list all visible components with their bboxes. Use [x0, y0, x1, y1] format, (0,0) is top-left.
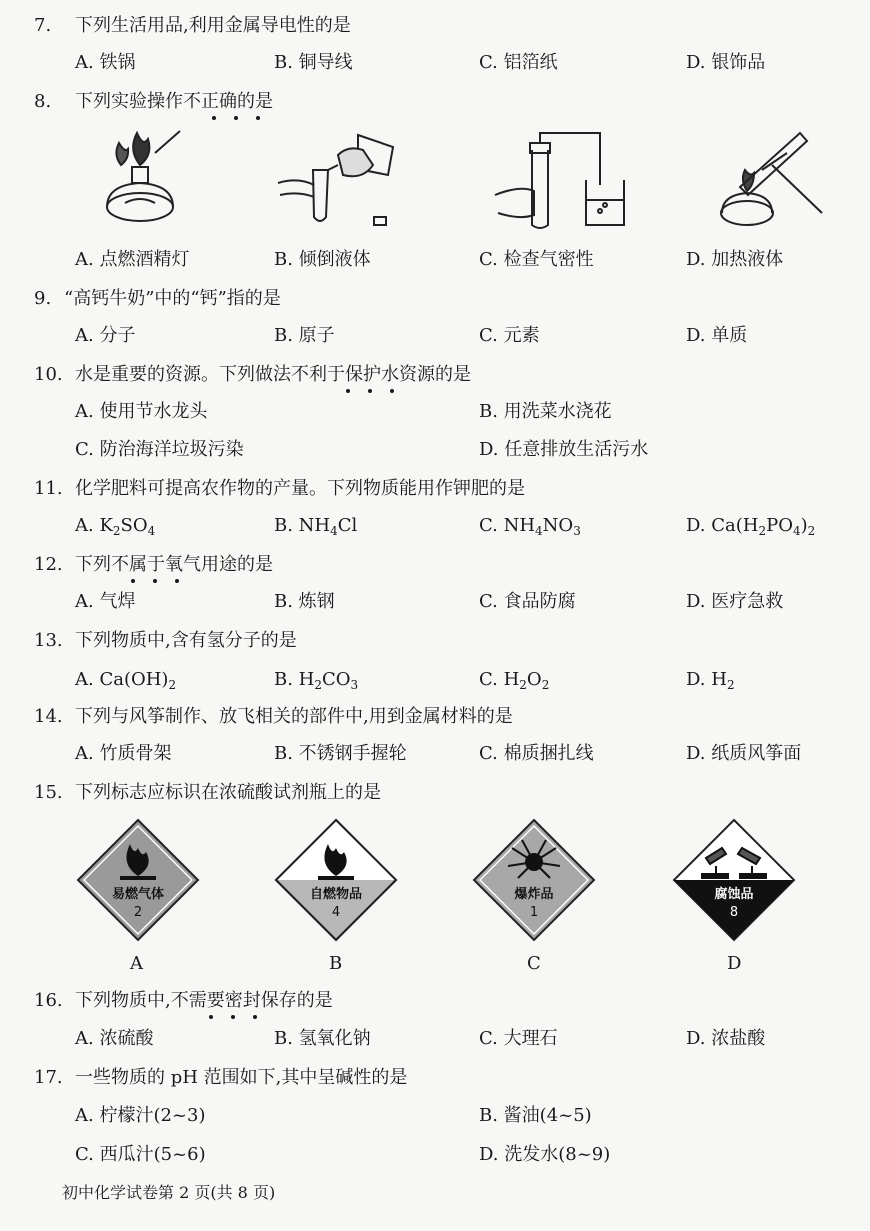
question-text: 下列生活用品,利用金属导电性的是	[75, 15, 351, 36]
option-c[interactable]: C. 食品防腐	[479, 591, 576, 612]
sign-number: 8	[729, 905, 739, 920]
option-c[interactable]: C. 铝箔纸	[479, 52, 558, 73]
option-c[interactable]: C. 棉质捆扎线	[479, 743, 594, 764]
pouring-liquid-image	[268, 125, 403, 230]
option-d[interactable]: D. 单质	[686, 325, 748, 346]
option-b[interactable]: B. 不锈钢手握轮	[274, 743, 407, 764]
option-a[interactable]: A. 使用节水龙头	[75, 401, 208, 422]
sign-label: 腐蚀品	[714, 887, 754, 902]
option-b[interactable]: B. 炼钢	[274, 591, 335, 612]
option-a[interactable]: A. 气焊	[75, 591, 136, 612]
option-c[interactable]: C. 防治海洋垃圾污染	[75, 439, 244, 460]
option-c[interactable]: C. 西瓜汁(5~6)	[75, 1144, 206, 1165]
sign-number: 4	[331, 905, 341, 920]
emphasis-dot	[212, 116, 216, 120]
emphasis-dot	[256, 116, 260, 120]
question-number: 8.	[34, 91, 52, 112]
option-b[interactable]: B. 用洗菜水浇花	[479, 401, 612, 422]
heating-liquid-image	[712, 125, 827, 230]
question-number: 10.	[34, 364, 63, 385]
sign-label: 易燃气体	[111, 887, 165, 902]
question-number: 11.	[34, 478, 63, 499]
option-a[interactable]: A. 浓硫酸	[75, 1028, 154, 1049]
option-a[interactable]: A. $K_2SO_4$	[75, 515, 156, 538]
alcohol-lamp-lighting-image	[95, 125, 185, 230]
option-b[interactable]: B. $NH_4Cl$	[274, 515, 358, 538]
emphasis-dot	[153, 579, 157, 583]
question-text: “高钙牛奶”中的“钙”指的是	[64, 288, 281, 309]
question-number: 13.	[34, 630, 63, 651]
option-b[interactable]: B	[329, 953, 343, 974]
option-a[interactable]: A. 柠檬汁(2~3)	[75, 1105, 206, 1126]
option-d[interactable]: D. 医疗急救	[686, 591, 784, 612]
question-number: 9.	[34, 288, 52, 309]
option-a[interactable]: A. 点燃酒精灯	[75, 249, 190, 270]
question-text: 水是重要的资源。下列做法不利于保护水资源的是	[75, 364, 471, 385]
question-number: 7.	[34, 15, 52, 36]
emphasis-dot	[234, 116, 238, 120]
question-text: 下列实验操作不正确的是	[75, 91, 273, 112]
question-number: 14.	[34, 706, 63, 727]
option-c[interactable]: C	[527, 953, 541, 974]
emphasis-dot	[253, 1015, 257, 1019]
question-number: 12.	[34, 554, 63, 575]
option-d[interactable]: D. 加热液体	[686, 249, 784, 270]
option-a[interactable]: A. 铁锅	[75, 52, 136, 73]
sign-label: 爆炸品	[514, 887, 554, 902]
option-b[interactable]: B. 氢氧化钠	[274, 1028, 371, 1049]
option-a[interactable]: A. $Ca(OH)_2$	[75, 669, 177, 692]
option-c[interactable]: C. 检查气密性	[479, 249, 594, 270]
sign-number: 1	[529, 905, 539, 920]
emphasis-dot	[175, 579, 179, 583]
emphasis-dot	[390, 389, 394, 393]
option-c[interactable]: C. $NH_4NO_3$	[479, 515, 581, 538]
question-number: 15.	[34, 782, 63, 803]
option-d[interactable]: D. 洗发水(8~9)	[479, 1144, 611, 1165]
spontaneous-combustion-sign[interactable]	[274, 818, 398, 942]
emphasis-dot	[368, 389, 372, 393]
option-d[interactable]: D. $H_2$	[686, 669, 735, 692]
corrosive-sign[interactable]	[672, 818, 796, 942]
option-b[interactable]: B. $H_2CO_3$	[274, 669, 359, 692]
emphasis-dot	[209, 1015, 213, 1019]
sign-label: 自燃物品	[309, 887, 363, 902]
option-a[interactable]: A. 分子	[75, 325, 136, 346]
option-d[interactable]: D. 浓盐酸	[686, 1028, 766, 1049]
option-d[interactable]: D. 纸质风筝面	[686, 743, 802, 764]
question-text: 下列标志应标识在浓硫酸试剂瓶上的是	[75, 782, 381, 803]
airtightness-check-image	[490, 125, 630, 230]
option-c[interactable]: C. $H_2O_2$	[479, 669, 550, 692]
option-c[interactable]: C. 大理石	[479, 1028, 558, 1049]
question-text: 下列不属于氧气用途的是	[75, 554, 273, 575]
option-c[interactable]: C. 元素	[479, 325, 540, 346]
question-text: 化学肥料可提高农作物的产量。下列物质能用作钾肥的是	[75, 478, 525, 499]
question-number: 17.	[34, 1067, 63, 1088]
page-footer: 初中化学试卷第 2 页(共 8 页)	[62, 1183, 276, 1202]
option-a[interactable]: A	[130, 953, 143, 974]
option-d[interactable]: D. 银饰品	[686, 52, 766, 73]
emphasis-dot	[346, 389, 350, 393]
option-b[interactable]: B. 原子	[274, 325, 335, 346]
flammable-gas-sign[interactable]	[76, 818, 200, 942]
option-a[interactable]: A. 竹质骨架	[75, 743, 172, 764]
option-b[interactable]: B. 倾倒液体	[274, 249, 371, 270]
option-d[interactable]: D. $Ca(H_2PO_4)_2$	[686, 515, 816, 538]
emphasis-dot	[231, 1015, 235, 1019]
option-d[interactable]: D. 任意排放生活污水	[479, 439, 649, 460]
explosive-sign[interactable]	[472, 818, 596, 942]
question-text: 下列物质中,不需要密封保存的是	[75, 990, 333, 1011]
option-b[interactable]: B. 酱油(4~5)	[479, 1105, 592, 1126]
option-b[interactable]: B. 铜导线	[274, 52, 353, 73]
question-text: 一些物质的 pH 范围如下,其中呈碱性的是	[75, 1067, 408, 1088]
question-text: 下列物质中,含有氢分子的是	[75, 630, 297, 651]
sign-number: 2	[133, 905, 143, 920]
option-d[interactable]: D	[727, 953, 742, 974]
question-number: 16.	[34, 990, 63, 1011]
question-text: 下列与风筝制作、放飞相关的部件中,用到金属材料的是	[75, 706, 513, 727]
emphasis-dot	[131, 579, 135, 583]
